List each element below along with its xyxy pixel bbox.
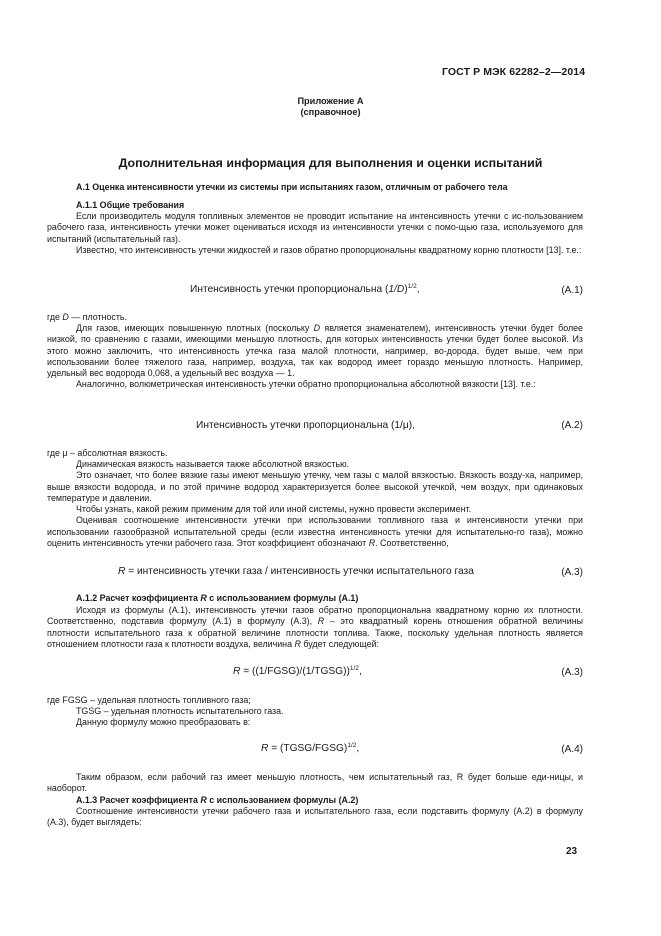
formula-a3-ratio: R = ((1/FGSG)/(1/TGSG))$^{1/2}$, (233, 665, 362, 677)
formula-a1: Интенсивность утечки пропорциональна $(1/D)^{1/2}$, (190, 283, 420, 295)
paragraph-a12 (47, 605, 583, 650)
annex-subtitle: (справочное) (300, 107, 361, 118)
paragraph: Динамическая вязкость называется также абсолютной вязкостью. (76, 459, 350, 469)
paragraph: Аналогично, волюметрическая интенсивность утечки обратно пропорциональна абсолютной вязкости [13]. т.е.: (76, 379, 536, 390)
section-a1-heading: А.1 Оценка интенсивности утечки из системы при испытаниях газом, отличным от рабочего тела (76, 182, 508, 192)
section-a13-heading: А.1.3 Расчет коэффициента R с использованием формулы (А.2) (76, 795, 359, 805)
formula-number: (А.1) (561, 285, 583, 296)
definition-tgsg: TGSG – удельная плотность испытательного газа. (76, 706, 284, 716)
definition-d: где D — плотность. (47, 312, 127, 322)
annex-label (0, 96, 661, 118)
paragraph-general (47, 211, 583, 256)
section-a11-heading: А.1.1 Общие требования (76, 200, 185, 210)
paragraph: Оценивая соотношение интенсивности утечки при использовании топливного газа и интенсивности утечки при использовании газообразной испытательной среды (если известна интенсивность утечки для испытательно-го газа), можно оценить интенсивность утечки рабочего газа. Этот коэффициент обозначают R. Соответственно, (47, 515, 583, 549)
paragraph: Исходя из формулы (А.1), интенсивность утечки газов обратно пропорциональна квадратному корню их плотности. Соответственно, подставив формулу (А.1) в формулу (А.3), R – это квадратный корень отношения обратной величины плотности испытательного газа к обратной величине плотности топлива. Также, поскольку удельная плотность является отношением плотности газа к плотности воздуха, величина R будет следующей: (47, 605, 583, 649)
paragraph-a13 (47, 806, 583, 829)
transform-text: Данную формулу можно преобразовать в: (76, 717, 251, 727)
formula-a4: R = (TGSG/FGSG)$^{1/2}$, (261, 742, 360, 754)
paragraph: Соотношение интенсивности утечки рабочего газа и испытательного газа, если подставить формулу (А.2) в формулу (А.3), будет выглядеть: (47, 806, 583, 828)
paragraph: Если производитель модуля топливных элементов не проводит испытание на интенсивность утечки с ис-пользованием рабочего газа, интенсивность утечки может оцениваться исходя из интенсивности утечки с помо-щью газа, используемого для испытаний (испытательный газ). (47, 211, 583, 244)
paragraph: Известно, что интенсивность утечки жидкостей и газов обратно пропорциональны квадратному корню плотности [13]. т.е.: (76, 244, 582, 255)
paragraph: Это означает, что более вязкие газы имеют меньшую утечку, чем газы с малой вязкостью. Вязкость возду-ха, например, выше вязкости водорода, и по этой причине водород характеризуется более высокой утечкой, чем воздух, при одинаковых температуре и давлении. (47, 470, 583, 503)
formula-number: (А.2) (561, 420, 583, 431)
formula-a2: Интенсивность утечки пропорциональна (1/μ), (196, 420, 415, 431)
formula-a3: R = интенсивность утечки газа / интенсивность утечки испытательного газа (118, 566, 474, 577)
formula-number: (А.4) (561, 744, 583, 755)
paragraph-viscosity (47, 459, 583, 549)
page-number: 23 (566, 846, 578, 857)
main-title: Дополнительная информация для выполнения и оценки испытаний (118, 156, 543, 170)
definition-mu: где μ – абсолютная вязкость. (47, 448, 168, 458)
annex-title: Приложение А (297, 96, 364, 106)
document-header: ГОСТ Р МЭК 62282–2—2014 (442, 66, 586, 78)
paragraph: Таким образом, если рабочий газ имеет меньшую плотность, чем испытательный газ, R будет больше еди-ницы, и наоборот. (47, 772, 583, 794)
paragraph-density (47, 323, 583, 391)
paragraph: Чтобы узнать, какой режим применим для той или иной системы, нужно провести эксперимент. (76, 504, 472, 515)
definition-fgsg: где FGSG – удельная плотность топливного газа; (47, 695, 251, 705)
paragraph: Для газов, имеющих повышенную плотных (поскольку D является знаменателем), интенсивность утечки будет более низкой, по сравнению с газами, имеющими меньшую плотность, для которых интенсивность утечки будет более высокой. Из этого можно заключить, что интенсивность утечка газа малой плотности, например, во-дорода, будет выше, чем при использовании более тяжелого газа, например, воздуха, так как водород имеет гораздо меньшую плотность. Например, удельный вес водорода 0,068, а удельный вес воздуха — 1. (47, 323, 583, 379)
formula-number: (А.3) (561, 667, 583, 678)
formula-number: (А.3) (561, 567, 583, 578)
section-a12-heading: А.1.2 Расчет коэффициента R с использованием формулы (А.1) (76, 593, 359, 603)
paragraph-conclusion (47, 772, 583, 795)
